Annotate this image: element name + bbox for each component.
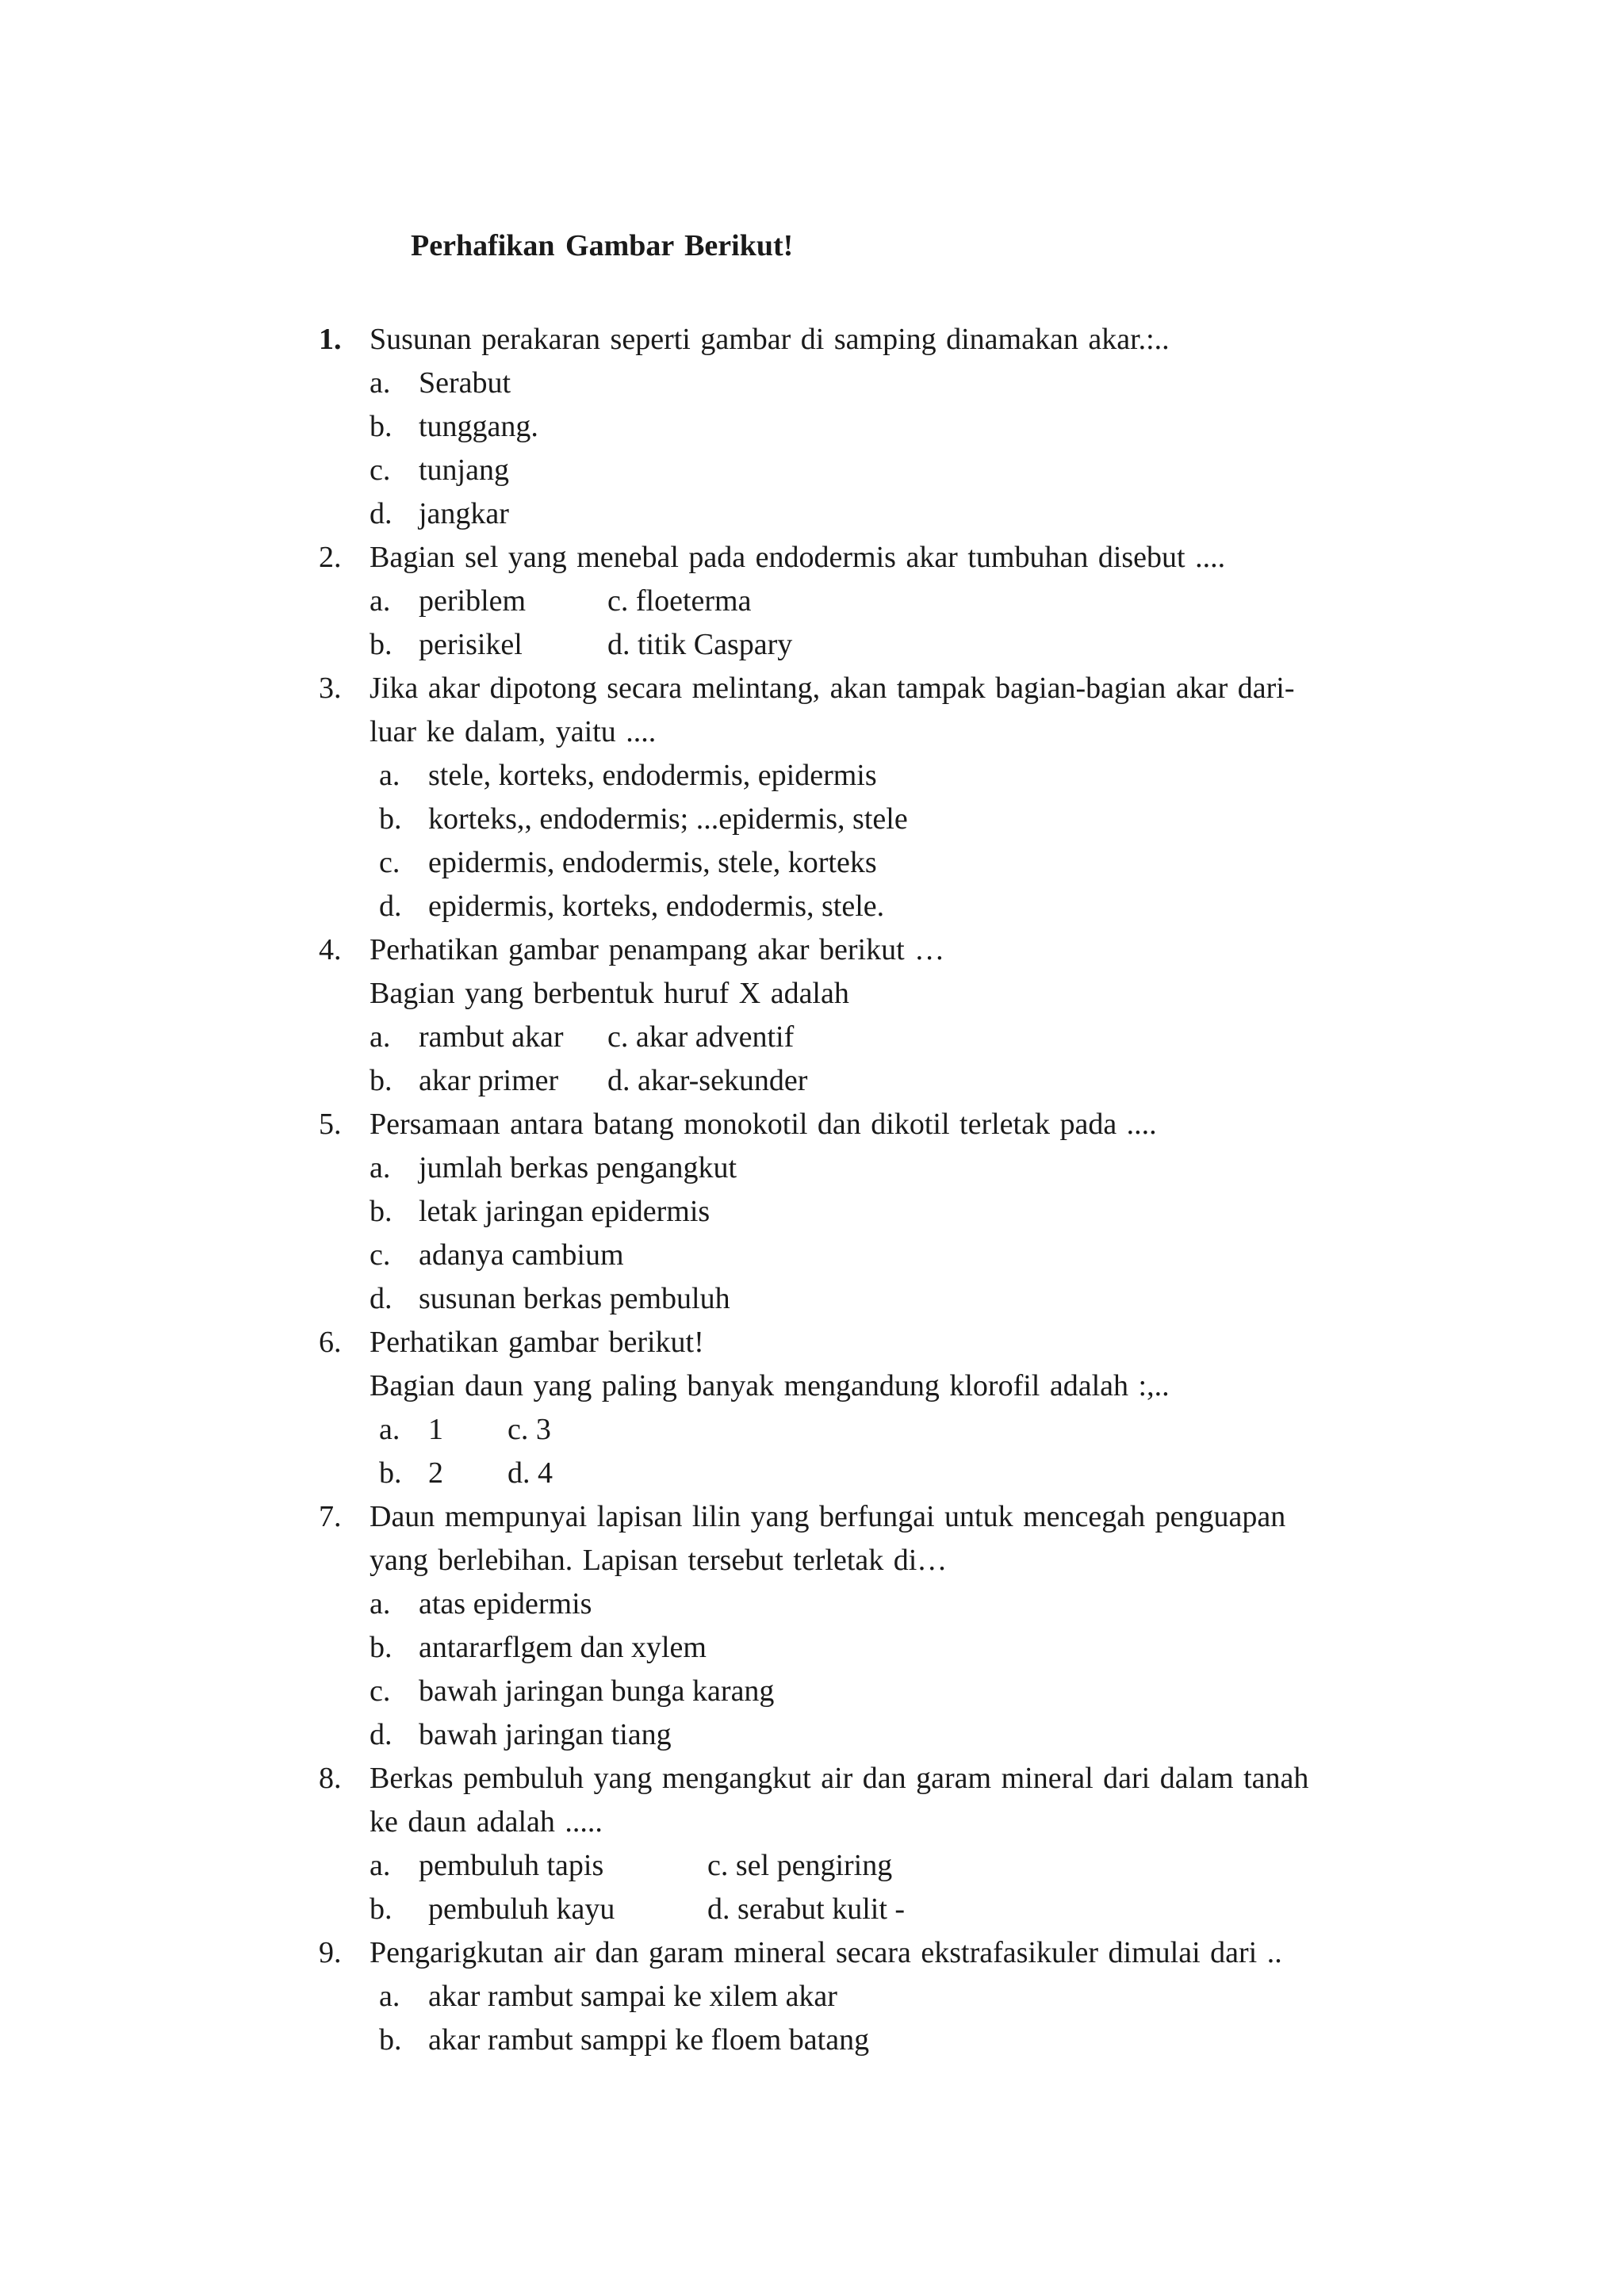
option-text: tunjang: [419, 453, 509, 487]
option-letter: c.: [370, 1674, 391, 1708]
option-letter: a.: [370, 584, 391, 618]
question-text-continued: Bagian daun yang paling banyak mengandung klorofil adalah :,..: [370, 1369, 1170, 1402]
option-text: c. 3: [508, 1413, 551, 1446]
option-text: letak jaringan epidermis: [419, 1195, 710, 1228]
option-text: antararflgem dan xylem: [419, 1631, 707, 1664]
page-title: Perhafikan Gambar Berikut!: [411, 229, 794, 262]
option-letter: b.: [370, 1631, 393, 1664]
option-letter: d.: [370, 1718, 393, 1751]
option-letter: b.: [379, 802, 402, 836]
option-text: jumlah berkas pengangkut: [419, 1151, 737, 1184]
question-text-continued: Bagian yang berbentuk huruf X adalah: [370, 977, 849, 1010]
option-text: epidermis, korteks, endodermis, stele.: [428, 890, 885, 923]
option-text: d. titik Caspary: [607, 628, 793, 661]
option-text: perisikel: [419, 628, 523, 661]
option-text: c. floeterma: [607, 584, 752, 618]
option-letter: b.: [379, 1456, 402, 1490]
option-text: epidermis, endodermis, stele, korteks: [428, 846, 877, 879]
option-text: susunan berkas pembuluh: [419, 1282, 730, 1315]
option-letter: d.: [370, 497, 393, 530]
option-letter: a.: [370, 1587, 391, 1621]
question-text: Perhatikan gambar penampang akar berikut …: [370, 933, 945, 966]
question-number: 4.: [319, 933, 342, 966]
option-letter: c.: [370, 1238, 391, 1272]
option-letter: c.: [370, 453, 391, 487]
option-text: d. serabut kulit -: [707, 1892, 906, 1926]
option-text: akar rambut samppi ke floem batang: [428, 2023, 870, 2057]
option-letter: c.: [379, 846, 400, 879]
option-letter: a.: [370, 1151, 391, 1184]
option-text: tunggang.: [419, 410, 538, 443]
question-text: Susunan perakaran seperti gambar di samping dinamakan akar.:..: [370, 323, 1170, 356]
option-text: adanya cambium: [419, 1238, 624, 1272]
question-number: 8.: [319, 1762, 342, 1795]
option-letter: d.: [370, 1282, 393, 1315]
option-text: 2: [428, 1456, 443, 1490]
question-text: Persamaan antara batang monokotil dan dikotil terletak pada ....: [370, 1108, 1157, 1141]
option-text: atas epidermis: [419, 1587, 592, 1621]
option-letter: a.: [370, 1849, 391, 1882]
option-text: c. sel pengiring: [707, 1849, 893, 1882]
question-text-continued: ke daun adalah .....: [370, 1805, 603, 1839]
option-text: d. akar-sekunder: [607, 1064, 808, 1097]
question-text: Jika akar dipotong secara melintang, akan tampak bagian-bagian akar dari-: [370, 672, 1295, 705]
option-text: periblem: [419, 584, 527, 618]
option-text: jangkar: [419, 497, 509, 530]
question-number: 3.: [319, 672, 342, 705]
option-letter: a.: [379, 759, 400, 792]
option-letter: b.: [370, 410, 393, 443]
option-text: korteks,, endodermis; ...epidermis, stele: [428, 802, 908, 836]
option-text: akar primer: [419, 1064, 559, 1097]
option-text: rambut akar: [419, 1020, 564, 1054]
question-text: Daun mempunyai lapisan lilin yang berfungai untuk mencegah penguapan: [370, 1500, 1286, 1533]
option-text: pembuluh kayu: [428, 1892, 615, 1926]
option-text: akar rambut sampai ke xilem akar: [428, 1980, 837, 2013]
option-letter: b.: [370, 1892, 393, 1926]
question-number: 9.: [319, 1936, 342, 1969]
option-letter: a.: [370, 366, 391, 400]
option-text: d. 4: [508, 1456, 553, 1490]
option-text: pembuluh tapis: [419, 1849, 604, 1882]
option-text: stele, korteks, endodermis, epidermis: [428, 759, 877, 792]
question-text: Perhatikan gambar berikut!: [370, 1326, 704, 1359]
question-number: 6.: [319, 1326, 342, 1359]
option-text: c. akar adventif: [607, 1020, 795, 1054]
question-number: 7.: [319, 1500, 342, 1533]
question-text-continued: yang berlebihan. Lapisan tersebut terletak di…: [370, 1544, 948, 1577]
question-number: 1.: [319, 323, 342, 356]
question-text: Berkas pembuluh yang mengangkut air dan garam mineral dari dalam tanah: [370, 1762, 1309, 1795]
option-letter: b.: [370, 1195, 393, 1228]
option-letter: d.: [379, 890, 402, 923]
question-text-continued: luar ke dalam, yaitu ....: [370, 715, 657, 748]
option-letter: a.: [370, 1020, 391, 1054]
option-letter: b.: [379, 2023, 402, 2057]
option-letter: b.: [370, 628, 393, 661]
question-number: 5.: [319, 1108, 342, 1141]
option-text: Serabut: [419, 366, 511, 400]
option-letter: b.: [370, 1064, 393, 1097]
option-text: bawah jaringan bunga karang: [419, 1674, 775, 1708]
question-text: Pengarigkutan air dan garam mineral secara ekstrafasikuler dimulai dari ..: [370, 1936, 1282, 1969]
question-number: 2.: [319, 541, 342, 574]
option-letter: a.: [379, 1413, 400, 1446]
option-text: bawah jaringan tiang: [419, 1718, 672, 1751]
option-letter: a.: [379, 1980, 400, 2013]
question-text: Bagian sel yang menebal pada endodermis akar tumbuhan disebut ....: [370, 541, 1226, 574]
option-text: 1: [428, 1413, 443, 1446]
